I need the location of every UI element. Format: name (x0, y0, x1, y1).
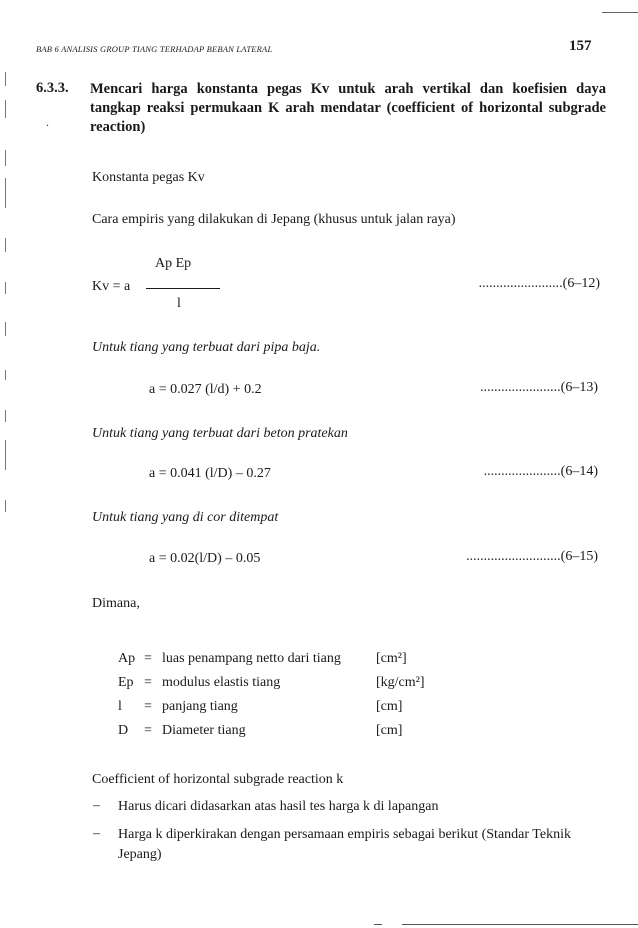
method-intro: Cara empiris yang dilakukan di Jepang (khusus untuk jalan raya) (92, 212, 456, 227)
scan-edge-mark (5, 238, 6, 252)
definition-symbol: l (118, 699, 122, 714)
scan-edge-mark (5, 322, 6, 336)
bottom-edge-rule (402, 924, 638, 925)
eq-numerator: Ap Ep (155, 256, 192, 271)
equation-ref: ......................(6–14) (483, 464, 598, 479)
scan-edge-mark (5, 440, 6, 470)
definition-symbol: D (118, 723, 129, 738)
equation-ref: ........................(6–12) (478, 276, 600, 291)
running-header: BAB 6 ANALISIS GROUP TIANG TERHADAP BEBAN LATERAL (36, 44, 273, 54)
case-label: Untuk tiang yang terbuat dari pipa baja. (92, 340, 321, 355)
scan-edge-mark (5, 282, 6, 294)
k-heading: Coefficient of horizontal subgrade reaction k (92, 772, 344, 787)
scan-edge-mark (5, 100, 6, 118)
equation-ref: .......................(6–13) (480, 380, 598, 395)
case-formula: a = 0.041 (l/D) – 0.27 (149, 466, 271, 481)
top-edge-rule (602, 12, 638, 13)
bullet-dash: – (93, 826, 100, 841)
case-label: Untuk tiang yang di cor ditempat (92, 510, 279, 525)
definition-desc: modulus elastis tiang (162, 675, 281, 690)
eq-lhs: Kv = a (92, 279, 131, 294)
definition-eq: = (144, 699, 152, 714)
case-label: Untuk tiang yang terbuat dari beton pratekan (92, 426, 348, 441)
kv-heading: Konstanta pegas Kv (92, 170, 205, 185)
fraction-bar (146, 288, 220, 289)
scan-edge-mark (5, 370, 6, 380)
stray-dot: . (46, 115, 49, 129)
bullet-text: Harga k diperkirakan dengan persamaan empiris sebagai berikut (Standar Teknik Jepang) (118, 827, 571, 862)
scan-edge-mark (5, 178, 6, 208)
bottom-edge-dash (374, 924, 382, 925)
definition-eq: = (144, 723, 152, 738)
scan-edge-mark (5, 500, 6, 512)
section-title: Mencari harga konstanta pegas Kv untuk arah vertikal dan koefisien daya tangkap reaksi permukaan K arah mendatar (coefficient of horizontal subgrade reaction) (90, 81, 606, 135)
bullet-text: Harus dicari didasarkan atas hasil tes harga k di lapangan (118, 799, 439, 814)
definition-eq: = (144, 675, 152, 690)
eq-denominator: l (177, 296, 181, 311)
definition-eq: = (144, 651, 152, 666)
bullet-dash: – (93, 798, 100, 813)
definition-desc: panjang tiang (162, 699, 238, 714)
scan-edge-mark (5, 72, 6, 86)
definition-symbol: Ap (118, 651, 136, 666)
section-number: 6.3.3. (36, 80, 69, 96)
definition-unit: [cm²] (376, 651, 407, 666)
definition-desc: Diameter tiang (162, 723, 246, 738)
where-label: Dimana, (92, 596, 140, 611)
definition-unit: [kg/cm²] (376, 675, 425, 690)
equation-ref: ...........................(6–15) (466, 549, 598, 564)
scan-edge-mark (5, 150, 6, 166)
definition-unit: [cm] (376, 723, 403, 738)
definition-desc: luas penampang netto dari tiang (162, 651, 341, 666)
definition-symbol: Ep (118, 675, 134, 690)
definition-unit: [cm] (376, 699, 403, 714)
scan-edge-mark (5, 410, 6, 422)
case-formula: a = 0.02(l/D) – 0.05 (149, 551, 261, 566)
case-formula: a = 0.027 (l/d) + 0.2 (149, 382, 262, 397)
page-number: 157 (569, 38, 592, 54)
